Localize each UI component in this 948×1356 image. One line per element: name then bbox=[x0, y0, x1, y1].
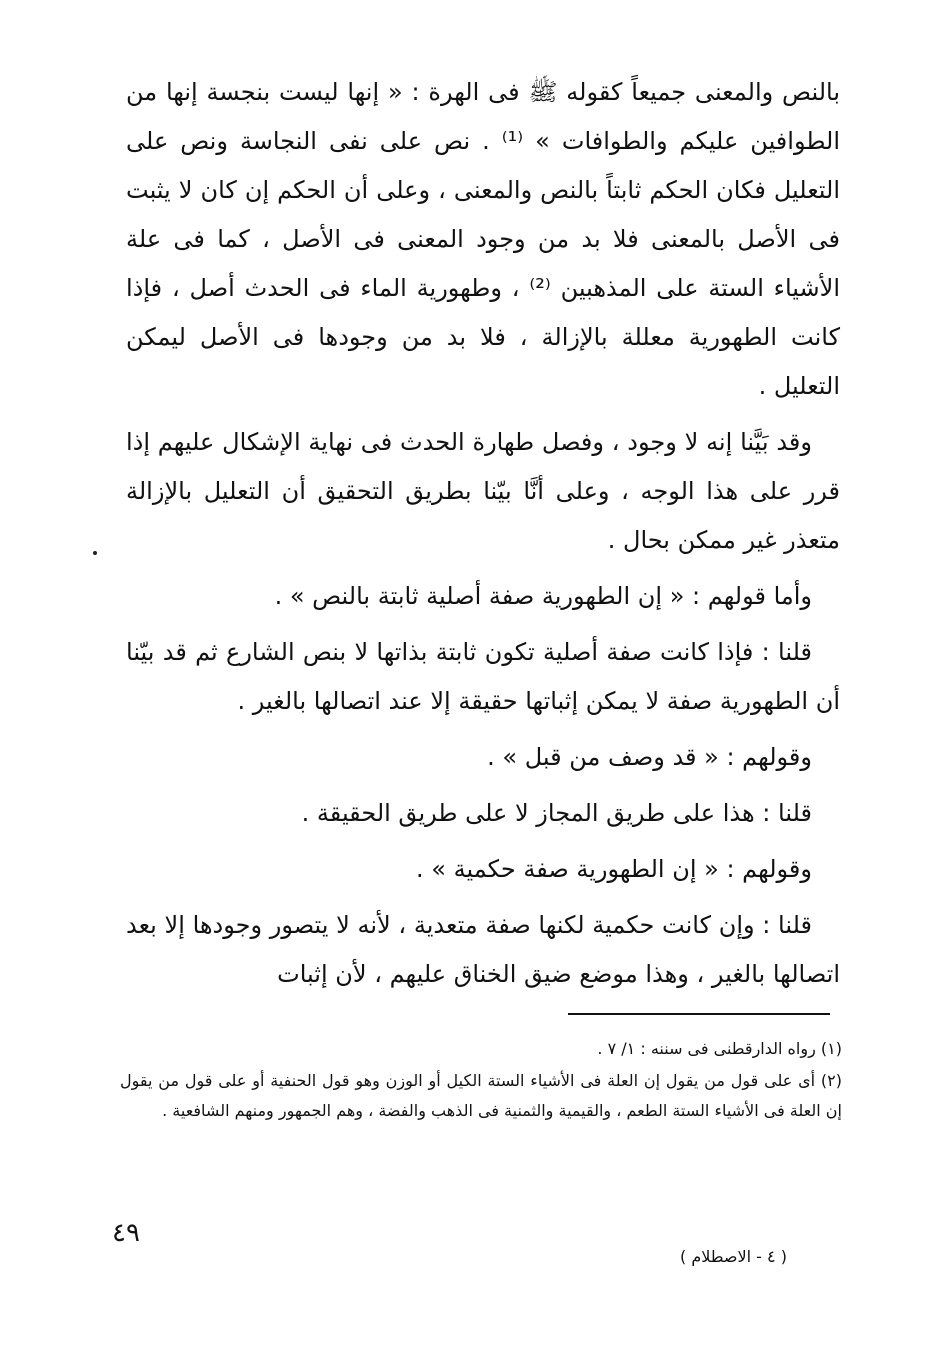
paragraph: وقولهم : « قد وصف من قبل » . bbox=[487, 743, 812, 771]
paragraph: قلنا : هذا على طريق المجاز لا على طريق الحقيقة . bbox=[301, 799, 812, 827]
page-number: ٤٩ bbox=[112, 1218, 140, 1248]
footnotes bbox=[120, 1034, 842, 1128]
paragraph: وقولهم : « إن الطهورية صفة حكمية » . bbox=[416, 855, 812, 883]
scan-speck bbox=[93, 551, 97, 555]
footnote-separator bbox=[568, 1013, 830, 1015]
paragraph: بالنص والمعنى جميعاً كقوله ﷺ فى الهرة : « إنها ليست بنجسة إنها من الطوافين عليكم والطوافات » ⁽¹⁾ . نص على نفى النجاسة ونص على التعليل فكان الحكم ثابتاً بالنص والمعنى ، وعلى أن الحكم إن كان لا يثبت فى الأصل بالمعنى فلا بد من وجود المعنى فى الأصل ، كما فى علة الأشياء الستة على المذهبين ⁽²⁾ ، وطهورية الماء فى الحدث أصل ، فإذا كانت الطهورية معللة بالإزالة ، فلا بد من وجودها فى الأصل ليمكن التعليل . bbox=[126, 78, 841, 400]
footnote: (١) رواه الدارقطنى فى سننه : ١/ ٧ . bbox=[597, 1039, 842, 1058]
paragraph: وقد بَيَّنا إنه لا وجود ، وفصل طهارة الحدث فى نهاية الإشكال عليهم إذا قرر على هذا الوجه ، وعلى أنَّا بيّنا بطريق التحقيق أن التعليل بالإزالة متعذر غير ممكن بحال . bbox=[126, 428, 840, 554]
paragraph: قلنا : وإن كانت حكمية لكنها صفة متعدية ، لأنه لا يتصور وجودها إلا بعد اتصالها بالغير ، وهذا موضع ضيق الخناق عليهم ، لأن إثبات bbox=[126, 911, 840, 988]
signature-mark: ( ٤ - الاصطلام ) bbox=[680, 1247, 787, 1266]
main-text bbox=[126, 68, 840, 1006]
footnote: (٢) أى على قول من يقول إن العلة فى الأشياء الستة الكيل أو الوزن وهو قول الحنفية أو على قول من يقول إن العلة فى الأشياء الستة الطعم ، والقيمية والثمنية فى الذهب والفضة ، وهم الجمهور ومنهم الشافعية . bbox=[120, 1071, 842, 1120]
paragraph: قلنا : فإذا كانت صفة أصلية تكون ثابتة بذاتها لا بنص الشارع ثم قد بيّنا أن الطهورية صفة لا يمكن إثباتها حقيقة إلا عند اتصالها بالغير . bbox=[126, 638, 840, 715]
paragraph: وأما قولهم : « إن الطهورية صفة أصلية ثابتة بالنص » . bbox=[274, 582, 812, 610]
